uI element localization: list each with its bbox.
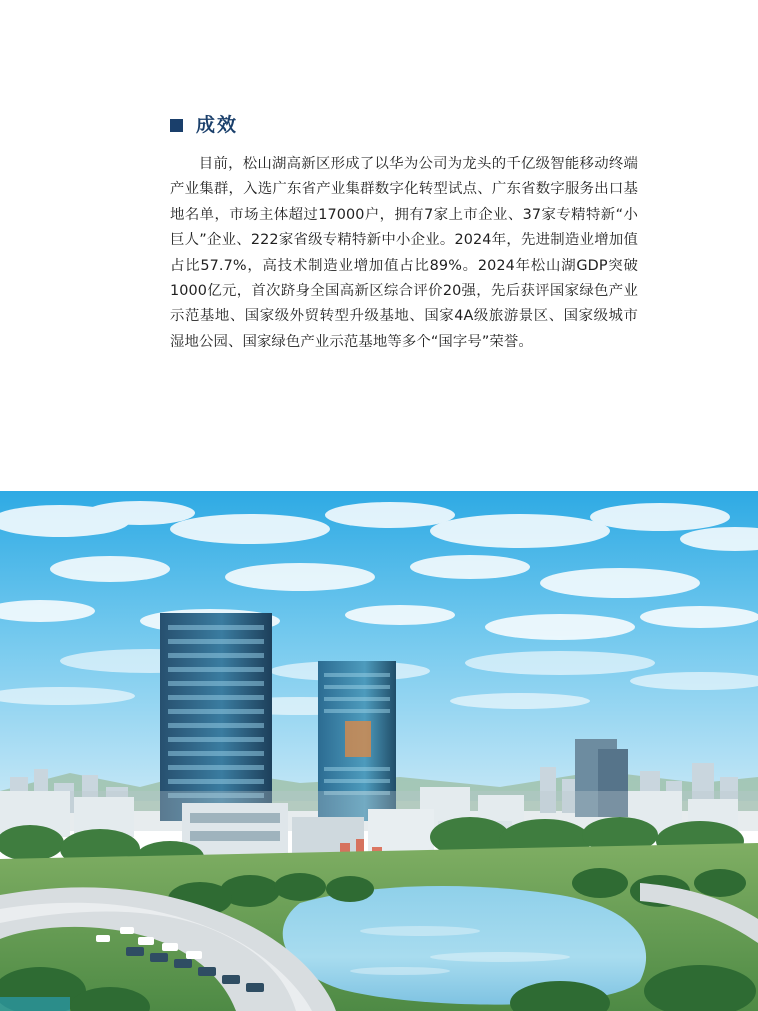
section-title: 成效 bbox=[196, 115, 239, 136]
body-text-block bbox=[170, 152, 638, 355]
city-landscape-photo bbox=[0, 491, 758, 1011]
square-bullet-icon bbox=[170, 119, 183, 132]
photo-illustration bbox=[0, 491, 758, 1011]
body-paragraph: 目前，松山湖高新区形成了以华为公司为龙头的千亿级智能移动终端产业集群，入选广东省产业集群数字化转型试点、广东省数字服务出口基地名单，市场主体超过17000户，拥有7家上市企业、37家专精特新“小巨人”企业、222家省级专精特新中小企业。2024年，先进制造业增加值占比57.7%，高技术制造业增加值占比89%。2024年松山湖GDP突破1000亿元，首次跻身全国高新区综合评价20强，先后获评国家绿色产业示范基地、国家级外贸转型升级基地、国家4A级旅游景区、国家级城市湿地公园、国家绿色产业示范基地等多个“国字号”荣誉。 bbox=[170, 156, 638, 350]
section-heading bbox=[170, 116, 238, 135]
